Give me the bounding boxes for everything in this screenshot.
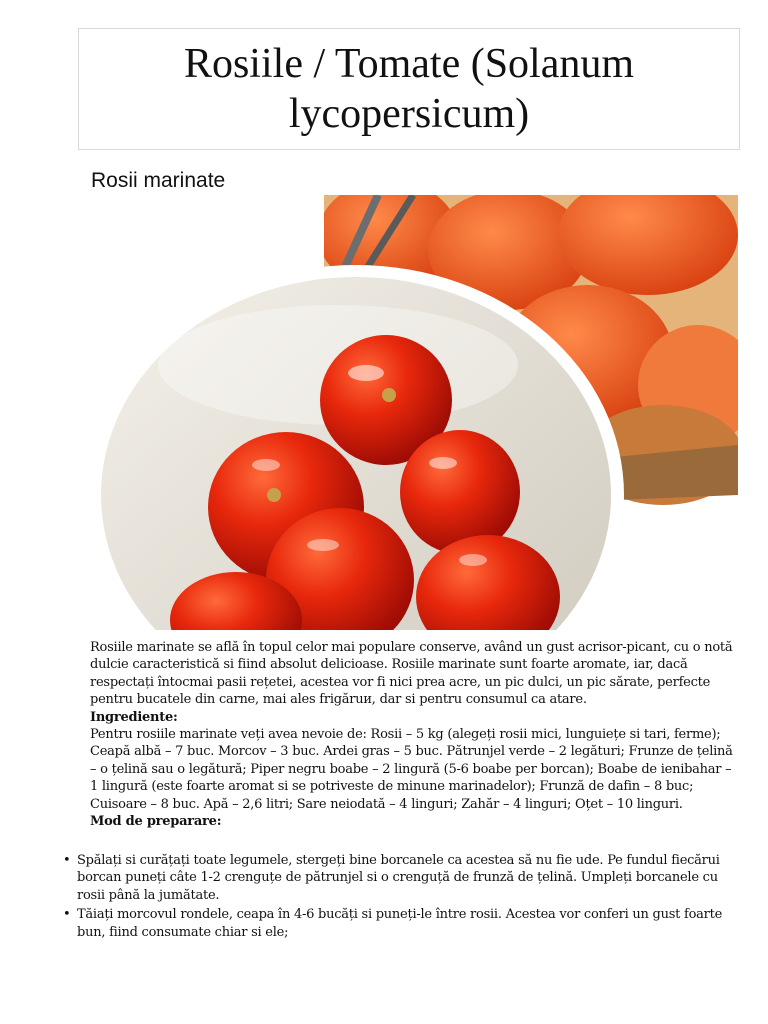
method-heading-text: Mod de preparare xyxy=(90,814,217,830)
ingredients-heading-text: Ingrediente xyxy=(90,709,174,725)
title-box xyxy=(78,28,740,150)
step-text: Spălați si curățați toate legumele, stergeți bine borcanele ca acestea să nu fie ude. Pe fundul fiecărui borcan puneți câte 1-2 crenguțe de pătrunjel si o crenguță de frunză de țelină. Umpleți borcanele cu rosii până la jumătate. xyxy=(77,853,720,903)
page-title: Rosiile / Tomate (Solanum lycopersicum) xyxy=(183,41,635,137)
recipe-body xyxy=(90,639,736,830)
recipe-subtitle: Rosii marinate xyxy=(91,169,226,192)
bullet-icon: • xyxy=(63,907,71,923)
method-steps-list xyxy=(63,852,735,943)
list-item xyxy=(63,852,735,904)
step-text: Tăiați morcovul rondele, ceapa în 4-6 bucăți si puneți-le între rosii. Acestea vor conferi un gust foarte bun, fiind consumate chiar si ele; xyxy=(77,907,723,940)
method-heading: Mod de preparare: xyxy=(90,814,222,830)
tomatoes-in-bowl-photo xyxy=(88,195,738,640)
intro-paragraph: Rosiile marinate se află în topul celor mai populare conserve, având un gust acrisor-picant, cu o notă dulcie caracteristică si fiind absolut delicioase. Rosiile marinate sunt foarte aromate, iar, dacă respectați întocmai pasii rețetei, acestea vor fi nici prea acre, un pic dulci, un pic sărate, perfecte pentru bucatele din carne, mai ales frigăruи, dar si pentru consumul ca atare. xyxy=(90,640,733,708)
list-item xyxy=(63,906,735,941)
ingredients-paragraph: Pentru rosiile marinate veți avea nevoie de: Rosii – 5 kg (alegeți rosii mici, lunguiețe si tari, ferme); Ceapă albă – 7 buc. Morcov – 3 buc. Ardei gras – 5 buc. Pătrunjel verde – 2 legături; Frunze de țelină – o țelină sau o legătură; Piper negru boabe – 2 lingură (5-6 boabe per borcan); Boabe de ienibahar – 1 lingură (este foarte aromat si se potriveste de minune marinadelor); Frunză de dafin – 8 buc; Cuisoare – 8 buc. Apă – 2,6 litri; Sare neiodată – 4 linguri; Zahăr – 4 linguri; Oțet – 10 linguri. xyxy=(90,727,733,812)
bullet-icon: • xyxy=(63,853,71,868)
ingredients-heading: Ingrediente: xyxy=(90,709,178,725)
